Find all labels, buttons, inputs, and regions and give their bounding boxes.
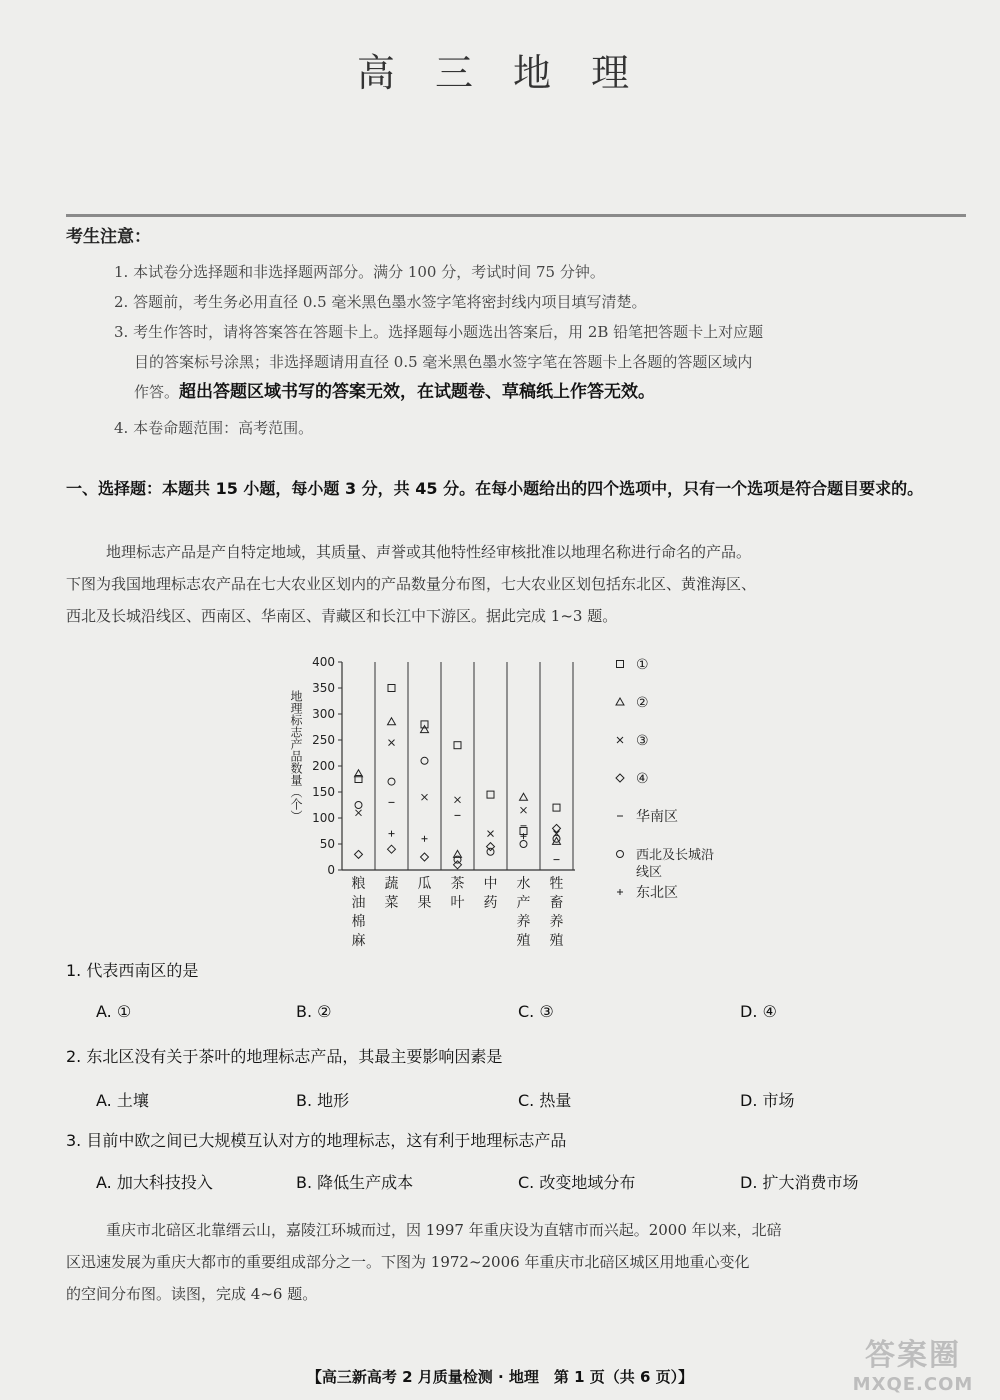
y-tick-label: 200: [312, 759, 335, 773]
legend-label: 西北及长城沿: [636, 848, 715, 863]
category-label-char: 水: [516, 876, 531, 892]
legend-marker: [617, 661, 624, 668]
data-point: [389, 740, 395, 746]
q2-option-a: A. 土壤: [96, 1091, 149, 1110]
page-title: 高 三 地 理: [356, 51, 644, 95]
data-point: [520, 793, 528, 800]
data-point: [553, 804, 560, 811]
data-point: [422, 836, 428, 842]
notice-item-3-end: [66, 377, 966, 407]
category-label-char: 畜: [549, 895, 564, 911]
data-point: [454, 742, 461, 749]
category-label-char: 麻: [351, 933, 366, 949]
q1-option-d: D. ④: [740, 1002, 777, 1021]
category-label-char: 殖: [549, 933, 564, 949]
category-label-char: 药: [483, 895, 498, 911]
y-tick-label: 100: [312, 811, 335, 825]
legend-marker: [617, 889, 623, 895]
notice-heading: 考生注意：: [66, 227, 151, 247]
q3-option-c: C. 改变地域分布: [518, 1173, 636, 1192]
intro-line-1-text: 地理标志产品是产自特定地域，其质量、声誉或其他特性经审核批准以地理名称进行命名的产品。: [106, 543, 752, 561]
data-point: [388, 778, 395, 785]
watermark-url: MXQE.COM: [852, 1374, 974, 1395]
question-2: 2. 东北区没有关于茶叶的地理标志产品，其最主要影响因素是: [66, 1047, 503, 1066]
category-label-char: 养: [549, 914, 564, 930]
data-point: [389, 831, 395, 837]
passage-2-line-1-text: 重庆市北碚区北靠缙云山，嘉陵江环城而过，因 1997 年重庆设为直辖市而兴起。2000 年以来，北碚: [106, 1221, 782, 1239]
q1-option-c: C. ③: [518, 1002, 554, 1021]
data-point: [355, 802, 362, 809]
legend-label-cont: 线区: [636, 865, 663, 880]
category-label-char: 殖: [516, 933, 531, 949]
notice-item-3-cont: 目的答案标号涂黑；非选择题请用直径 0.5 毫米黑色墨水签字笔在答题卡上各题的答题区域内: [134, 353, 753, 371]
notice-block: [66, 222, 966, 443]
notice-item-2: 2. 答题前，考生务必用直径 0.5 毫米黑色墨水签字笔将密封线内项目填写清楚。: [114, 293, 647, 311]
category-label-char: 茶: [450, 876, 465, 892]
notice-item-3-prefix: 作答。: [134, 383, 180, 401]
y-tick-label: 250: [312, 733, 335, 747]
category-label-char: 油: [351, 895, 366, 911]
y-tick-label: 0: [327, 863, 335, 877]
passage-2-line-3: 的空间分布图。读图，完成 4~6 题。: [66, 1285, 318, 1303]
header-divider: [66, 214, 966, 217]
category-label-char: 菜: [384, 895, 399, 911]
q2-option-c: C. 热量: [518, 1091, 572, 1110]
legend-label: 东北区: [636, 885, 678, 901]
q3-option-b: B. 降低生产成本: [296, 1173, 414, 1192]
category-label-char: 养: [516, 914, 531, 930]
category-label-char: 叶: [450, 895, 465, 911]
intro-line-3: 西北及长城沿线区、西南区、华南区、青藏区和长江中下游区。据此完成 1~3 题。: [66, 607, 618, 625]
question-1: 1. 代表西南区的是: [66, 961, 199, 980]
data-point: [388, 685, 395, 692]
data-point: [422, 794, 428, 800]
legend-label: 华南区: [636, 809, 678, 825]
category-label-char: 牲: [549, 876, 564, 892]
data-point: [355, 850, 363, 858]
data-point: [521, 807, 527, 813]
category-label-char: 产: [516, 895, 531, 911]
q2-option-d: D. 市场: [740, 1091, 795, 1110]
data-point: [388, 845, 396, 853]
data-point: [455, 797, 461, 803]
watermark-logo: [838, 1330, 988, 1394]
notice-item-1: 1. 本试卷分选择题和非选择题两部分。满分 100 分，考试时间 75 分钟。: [114, 263, 605, 281]
legend-label: ①: [636, 657, 649, 673]
y-tick-label: 400: [312, 655, 335, 669]
q3-option-a: A. 加大科技投入: [96, 1173, 213, 1192]
category-label-char: 蔬: [384, 876, 399, 892]
y-axis-label: 地理标志产品数量（个）: [289, 690, 303, 822]
q1-option-a: A. ①: [96, 1002, 132, 1021]
category-label-char: 中: [483, 876, 498, 892]
y-tick-label: 300: [312, 707, 335, 721]
data-point: [488, 831, 494, 837]
category-label-char: 粮: [351, 876, 366, 892]
category-label-char: 棉: [351, 914, 366, 930]
category-label-char: 果: [417, 895, 432, 911]
data-point: [356, 810, 362, 816]
intro-line-2: 下图为我国地理标志农产品在七大农业区划内的产品数量分布图，七大农业区划包括东北区、黄淮海区、: [66, 575, 757, 593]
data-point: [520, 841, 527, 848]
y-tick-label: 350: [312, 681, 335, 695]
notice-item-3: 3. 考生作答时，请将答案答在答题卡上。选择题每小题选出答案后，用 2B 铅笔把答题卡上对应题: [114, 323, 764, 341]
y-tick-label: 150: [312, 785, 335, 799]
q2-option-b: B. 地形: [296, 1091, 350, 1110]
y-tick-label: 50: [319, 837, 335, 851]
passage-2: [66, 1214, 966, 1310]
passage-2-line-1: [66, 1214, 966, 1246]
legend-marker: [617, 737, 623, 743]
q3-option-d: D. 扩大消费市场: [740, 1173, 859, 1192]
data-point: [553, 835, 560, 842]
section-heading: 一、选择题：本题共 15 小题，每小题 3 分，共 45 分。在每小题给出的四个选项中，只有一个选项是符合题目要求的。: [66, 479, 924, 498]
data-point: [421, 726, 429, 733]
scatter-chart: [280, 650, 715, 960]
legend-label: ④: [636, 771, 649, 787]
legend-marker: [616, 698, 624, 705]
data-point: [487, 848, 494, 855]
legend-marker: [616, 774, 624, 782]
legend-marker: [617, 851, 624, 858]
category-label-char: 瓜: [417, 876, 432, 892]
notice-item-4: 4. 本卷命题范围：高考范围。: [114, 419, 314, 437]
data-point: [421, 853, 429, 861]
data-point: [487, 791, 494, 798]
question-3: 3. 目前中欧之间已大规模互认对方的地理标志，这有利于地理标志产品: [66, 1131, 567, 1150]
watermark-logo-text: 答案圈: [865, 1338, 961, 1373]
passage-2-line-2: 区迅速发展为重庆大都市的重要组成部分之一。下图为 1972~2006 年重庆市北碚区城区用地重心变化: [66, 1253, 750, 1271]
legend-label: ②: [636, 695, 649, 711]
data-point: [388, 718, 396, 725]
page-footer: 【高三新高考 2 月质量检测 · 地理 第 1 页（共 6 页）】: [306, 1368, 694, 1386]
intro-paragraph: [66, 536, 966, 632]
legend-label: ③: [636, 733, 649, 749]
data-point: [421, 721, 428, 728]
intro-line-1: [66, 536, 966, 568]
q1-option-b: B. ②: [296, 1002, 332, 1021]
notice-warning: 超出答题区域书写的答案无效，在试题卷、草稿纸上作答无效。: [179, 382, 656, 402]
data-point: [421, 757, 428, 764]
